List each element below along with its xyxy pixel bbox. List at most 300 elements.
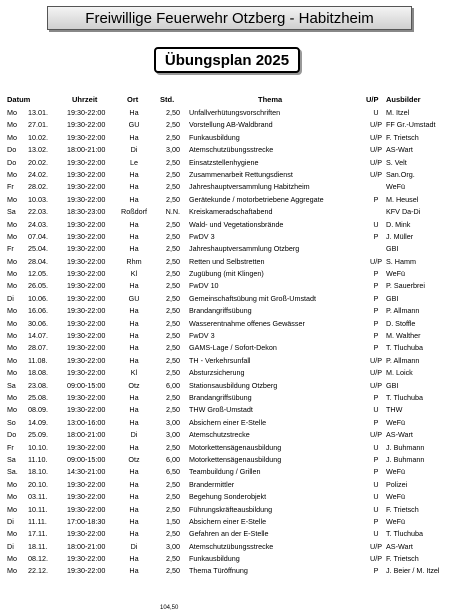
cell-up: P xyxy=(373,392,379,402)
cell-ort: Ha xyxy=(129,554,139,564)
cell-std: 2,50 xyxy=(166,318,180,328)
cell-ausb: M. Heusel xyxy=(386,194,419,204)
cell-std: 2,50 xyxy=(166,554,180,564)
cell-thema: Brandermittler xyxy=(189,479,235,489)
cell-std: 2,50 xyxy=(166,269,180,279)
table-row xyxy=(0,157,455,169)
cell-std: 3,00 xyxy=(166,417,180,427)
cell-time: 19:30-22:00 xyxy=(67,554,106,564)
table-row xyxy=(0,342,455,354)
cell-ausb: AS-Wart xyxy=(386,541,413,551)
cell-time: 19:30-22:00 xyxy=(67,504,106,514)
cell-thema: Thema Türöffnung xyxy=(189,566,248,576)
cell-std: 2,50 xyxy=(166,504,180,514)
cell-std: 2,50 xyxy=(166,194,180,204)
cell-thema: FwDV 10 xyxy=(189,281,219,291)
table-row xyxy=(0,404,455,416)
cell-time: 19:30-22:00 xyxy=(67,405,106,415)
table-row xyxy=(0,132,455,144)
cell-thema: Gerätekunde / motorbetriebene Aggregate xyxy=(189,194,324,204)
cell-up: U xyxy=(373,405,379,415)
cell-ausb: S. Velt xyxy=(386,157,407,167)
table-row xyxy=(0,107,455,119)
table-row xyxy=(0,479,455,491)
cell-std: 2,50 xyxy=(166,368,180,378)
cell-thema: Einsatzstellenhygiene xyxy=(189,157,259,167)
cell-time: 17:00-18:30 xyxy=(67,516,106,526)
cell-std: 3,00 xyxy=(166,430,180,440)
table-row xyxy=(0,280,455,292)
cell-ort: Le xyxy=(130,157,138,167)
cell-ausb: WeFü xyxy=(386,467,406,477)
cell-up: U/P xyxy=(370,380,382,390)
cell-day: Fr xyxy=(7,182,14,192)
header-up: U/P xyxy=(366,95,379,104)
cell-time: 18:30-23:00 xyxy=(67,207,106,217)
cell-ort: Rhm xyxy=(126,256,142,266)
cell-std: 2,50 xyxy=(166,231,180,241)
cell-date: 07.04. xyxy=(28,231,48,241)
table-row xyxy=(0,355,455,367)
cell-ort: Ha xyxy=(129,479,139,489)
cell-std: 3,00 xyxy=(166,145,180,155)
cell-up: U/P xyxy=(370,368,382,378)
cell-ausb: T. Tluchuba xyxy=(386,529,424,539)
cell-thema: Brandangriffsübung xyxy=(189,392,252,402)
cell-up: U xyxy=(373,504,379,514)
cell-day: Mo xyxy=(7,194,17,204)
cell-ausb: F. Trietsch xyxy=(386,504,419,514)
cell-thema: FwDV 3 xyxy=(189,331,215,341)
cell-thema: Atemschutzübungsstrecke xyxy=(189,541,274,551)
cell-day: Fr xyxy=(7,442,14,452)
cell-ausb: M. Itzel xyxy=(386,108,410,117)
cell-day: Mo xyxy=(7,368,17,378)
cell-ausb: San.Org. xyxy=(386,169,415,179)
table-row xyxy=(0,491,455,503)
cell-std: 2,50 xyxy=(166,157,180,167)
cell-date: 13.01. xyxy=(28,108,48,117)
cell-ort: Di xyxy=(130,430,138,440)
cell-ausb: T. Tluchuba xyxy=(386,343,424,353)
cell-std: 2,50 xyxy=(166,331,180,341)
cell-std: 6,00 xyxy=(166,380,180,390)
cell-up: P xyxy=(373,318,379,328)
cell-day: Sa. xyxy=(7,467,18,477)
cell-day: Mo xyxy=(7,479,17,489)
cell-time: 19:30-22:00 xyxy=(67,231,106,241)
cell-std: 2,50 xyxy=(166,479,180,489)
cell-std: 2,50 xyxy=(166,392,180,402)
cell-day: Mo xyxy=(7,492,17,502)
cell-day: Mo xyxy=(7,231,17,241)
cell-day: Mo xyxy=(7,306,17,316)
cell-up: U/P xyxy=(370,169,382,179)
cell-thema: THW Groß-Umstadt xyxy=(189,405,253,415)
cell-ausb: WeFü xyxy=(386,492,406,502)
cell-std: 6,00 xyxy=(166,454,180,464)
cell-ort: Ha xyxy=(129,231,139,241)
cell-date: 23.08. xyxy=(28,380,48,390)
cell-date: 18.08. xyxy=(28,368,48,378)
cell-time: 18:00-21:00 xyxy=(67,145,106,155)
cell-date: 11.10. xyxy=(28,454,48,464)
cell-day: Mo xyxy=(7,566,17,576)
cell-ort: Ha xyxy=(129,132,139,142)
cell-ort: Di xyxy=(130,541,138,551)
cell-ort: Ha xyxy=(129,392,139,402)
cell-day: Do xyxy=(7,430,17,440)
cell-ausb: P. Sauerbrei xyxy=(386,281,426,291)
cell-thema: Vorstellung AB-Waldbrand xyxy=(189,120,273,130)
cell-ausb: J. Beier / M. Itzel xyxy=(386,566,440,576)
table-row xyxy=(0,119,455,131)
cell-up: P xyxy=(373,343,379,353)
cell-day: Mo xyxy=(7,132,17,142)
schedule-title-text: Übungsplan 2025 xyxy=(164,51,290,69)
cell-up: U/P xyxy=(370,541,382,551)
cell-ausb: M. Walther xyxy=(386,331,421,341)
cell-thema: Wasserentnahme offenes Gewässer xyxy=(189,318,305,328)
cell-date: 10.06. xyxy=(28,293,48,303)
cell-date: 03.11. xyxy=(28,492,48,502)
table-row xyxy=(0,181,455,193)
cell-up: P xyxy=(373,417,379,427)
cell-ort: Ha xyxy=(129,405,139,415)
cell-time: 14:30-21:00 xyxy=(67,467,106,477)
cell-thema: Gefahren an der E-Stelle xyxy=(189,529,269,539)
table-row xyxy=(0,528,455,540)
cell-up: U xyxy=(373,219,379,229)
cell-up: P xyxy=(373,331,379,341)
table-row xyxy=(0,231,455,243)
cell-ort: Kl xyxy=(130,269,138,279)
cell-time: 19:30-22:00 xyxy=(67,169,106,179)
table-row xyxy=(0,206,455,218)
table-row xyxy=(0,429,455,441)
cell-ausb: AS-Wart xyxy=(386,430,413,440)
cell-day: Sa xyxy=(7,454,16,464)
cell-std: 1,50 xyxy=(166,516,180,526)
cell-ort: Ha xyxy=(129,566,139,576)
table-row xyxy=(0,417,455,429)
cell-time: 19:30-22:00 xyxy=(67,392,106,402)
cell-std: 2,50 xyxy=(166,566,180,576)
cell-ausb: J. Buhmann xyxy=(386,442,425,452)
cell-thema: Begehung Sonderobjekt xyxy=(189,492,267,502)
cell-std: 2,50 xyxy=(166,219,180,229)
cell-date: 12.05. xyxy=(28,269,48,279)
cell-std: 2,50 xyxy=(166,120,180,130)
cell-ort: Ha xyxy=(129,529,139,539)
cell-ausb: D. Stoffle xyxy=(386,318,416,328)
cell-ausb: WeFü xyxy=(386,516,406,526)
cell-thema: Jahreshauptversammlung Habitzheim xyxy=(189,182,310,192)
cell-std: 2,50 xyxy=(166,281,180,291)
cell-up: U xyxy=(373,492,379,502)
cell-thema: Unfallverhütungsvorschriften xyxy=(189,108,281,117)
cell-date: 10.03. xyxy=(28,194,48,204)
cell-ausb: GBI xyxy=(386,293,399,303)
cell-ausb: F. Trietsch xyxy=(386,132,419,142)
cell-std: N.N. xyxy=(165,207,180,217)
cell-date: 24.02. xyxy=(28,169,48,179)
cell-day: Fr xyxy=(7,244,14,254)
table-row xyxy=(0,380,455,392)
cell-ort: Ha xyxy=(129,516,139,526)
cell-time: 19:30-22:00 xyxy=(67,529,106,539)
cell-day: Mo xyxy=(7,269,17,279)
cell-date: 20.10. xyxy=(28,479,48,489)
cell-day: Di xyxy=(7,293,14,303)
cell-time: 19:30-22:00 xyxy=(67,368,106,378)
cell-time: 19:30-22:00 xyxy=(67,157,106,167)
cell-thema: Zugübung (mit Klingen) xyxy=(189,269,264,279)
cell-date: 16.06. xyxy=(28,306,48,316)
cell-time: 19:30-22:00 xyxy=(67,479,106,489)
cell-up: U/P xyxy=(370,132,382,142)
cell-date: 18.10. xyxy=(28,467,48,477)
cell-thema: Atemschutzübungsstrecke xyxy=(189,145,274,155)
cell-std: 2,50 xyxy=(166,306,180,316)
cell-time: 19:30-22:00 xyxy=(67,492,106,502)
header-thema: Thema xyxy=(258,95,283,104)
cell-ort: Kl xyxy=(130,368,138,378)
cell-date: 22.03. xyxy=(28,207,48,217)
cell-ort: Ha xyxy=(129,355,139,365)
cell-std: 2,50 xyxy=(166,343,180,353)
cell-time: 19:30-22:00 xyxy=(67,244,106,254)
cell-thema: TH - Verkehrsunfall xyxy=(189,355,251,365)
cell-day: Mo xyxy=(7,405,17,415)
cell-up: P xyxy=(373,269,379,279)
cell-std: 6,50 xyxy=(166,467,180,477)
cell-ort: Ha xyxy=(129,182,139,192)
page-title xyxy=(47,6,412,30)
cell-thema: Zusammenarbeit Rettungsdienst xyxy=(189,169,293,179)
cell-up: P xyxy=(373,467,379,477)
cell-time: 19:30-22:00 xyxy=(67,108,106,117)
cell-std: 3,00 xyxy=(166,541,180,551)
cell-up: U/P xyxy=(370,355,382,365)
cell-date: 26.05. xyxy=(28,281,48,291)
table-row xyxy=(0,194,455,206)
cell-date: 08.12. xyxy=(28,554,48,564)
cell-ausb: GBI xyxy=(386,380,399,390)
cell-time: 09:00-15:00 xyxy=(67,380,106,390)
table-row xyxy=(0,256,455,268)
cell-ort: Ha xyxy=(129,194,139,204)
cell-up: P xyxy=(373,293,379,303)
cell-up: U/P xyxy=(370,145,382,155)
cell-up: P xyxy=(373,194,379,204)
header-ausbilder: Ausbilder xyxy=(386,95,421,104)
table-row xyxy=(0,392,455,404)
cell-time: 19:30-22:00 xyxy=(67,355,106,365)
cell-up: P xyxy=(373,454,379,464)
cell-date: 28.07. xyxy=(28,343,48,353)
cell-day: Mo xyxy=(7,108,17,117)
table-row xyxy=(0,219,455,231)
cell-time: 18:00-21:00 xyxy=(67,430,106,440)
cell-up: U/P xyxy=(370,554,382,564)
cell-std: 2,50 xyxy=(166,182,180,192)
schedule-title xyxy=(154,47,300,73)
cell-up: U xyxy=(373,529,379,539)
cell-std: 2,50 xyxy=(166,244,180,254)
cell-up: U xyxy=(373,108,379,117)
cell-up: P xyxy=(373,306,379,316)
cell-day: Do xyxy=(7,145,17,155)
cell-std: 2,50 xyxy=(166,405,180,415)
header-uhrzeit: Uhrzeit xyxy=(72,95,98,104)
cell-time: 19:30-22:00 xyxy=(67,256,106,266)
cell-ausb: GBI xyxy=(386,244,399,254)
cell-up: P xyxy=(373,566,379,576)
table-row xyxy=(0,541,455,553)
cell-thema: Absichern einer E-Stelle xyxy=(189,516,267,526)
cell-time: 19:30-22:00 xyxy=(67,120,106,130)
cell-time: 13:00-16:00 xyxy=(67,417,106,427)
page-title-text: Freiwillige Feuerwehr Otzberg - Habitzheim xyxy=(85,9,374,27)
cell-ausb: M. Loick xyxy=(386,368,413,378)
cell-ort: GU xyxy=(128,293,140,303)
header-ort: Ort xyxy=(127,95,139,104)
cell-ausb: P. Allmann xyxy=(386,306,420,316)
cell-date: 24.03. xyxy=(28,219,48,229)
table-row xyxy=(0,367,455,379)
cell-day: Mo xyxy=(7,343,17,353)
table-row xyxy=(0,504,455,516)
cell-day: Sa xyxy=(7,207,16,217)
cell-time: 19:30-22:00 xyxy=(67,269,106,279)
cell-ausb: J. Müller xyxy=(386,231,414,241)
cell-ausb: THW xyxy=(386,405,403,415)
cell-ort: Ha xyxy=(129,331,139,341)
table-row xyxy=(0,442,455,454)
cell-ort: Roßdorf xyxy=(121,207,147,217)
cell-date: 20.02. xyxy=(28,157,48,167)
cell-std: 2,50 xyxy=(166,108,180,117)
cell-ort: Ha xyxy=(129,169,139,179)
cell-date: 28.04. xyxy=(28,256,48,266)
cell-date: 25.09. xyxy=(28,430,48,440)
cell-up: U/P xyxy=(370,120,382,130)
cell-ort: Ha xyxy=(129,108,139,117)
cell-std: 2,50 xyxy=(166,355,180,365)
cell-day: Mo xyxy=(7,529,17,539)
cell-std: 2,50 xyxy=(166,169,180,179)
table-row xyxy=(0,169,455,181)
cell-time: 18:00-21:00 xyxy=(67,541,106,551)
cell-up: U/P xyxy=(370,256,382,266)
cell-day: Mo xyxy=(7,504,17,514)
cell-ausb: D. Mink xyxy=(386,219,411,229)
cell-time: 19:30-22:00 xyxy=(67,343,106,353)
cell-ausb: AS-Wart xyxy=(386,145,413,155)
cell-date: 27.01. xyxy=(28,120,48,130)
cell-std: 2,50 xyxy=(166,529,180,539)
cell-ausb: WeFü xyxy=(386,182,406,192)
cell-day: Mo xyxy=(7,554,17,564)
cell-thema: Wald- und Vegetationsbrände xyxy=(189,219,284,229)
cell-ausb: KFV Da-Di xyxy=(386,207,421,217)
cell-ort: Ha xyxy=(129,244,139,254)
cell-ort: Ha xyxy=(129,306,139,316)
cell-ausb: WeFü xyxy=(386,269,406,279)
cell-up: P xyxy=(373,516,379,526)
header-std: Std. xyxy=(160,95,175,104)
cell-day: Mo xyxy=(7,281,17,291)
table-row xyxy=(0,144,455,156)
table-row xyxy=(0,243,455,255)
cell-day: Mo xyxy=(7,256,17,266)
cell-thema: Absturzsicherung xyxy=(189,368,245,378)
cell-ausb: S. Hamm xyxy=(386,256,416,266)
cell-std: 2,50 xyxy=(166,492,180,502)
cell-ausb: T. Tluchuba xyxy=(386,392,424,402)
cell-thema: Führungskräfteausbildung xyxy=(189,504,273,514)
cell-date: 25.04. xyxy=(28,244,48,254)
table-row xyxy=(0,516,455,528)
cell-ort: Ha xyxy=(129,467,139,477)
cell-time: 19:30-22:00 xyxy=(67,442,106,452)
cell-date: 13.02. xyxy=(28,145,48,155)
cell-date: 10.10. xyxy=(28,442,48,452)
cell-time: 09:00-15:00 xyxy=(67,454,106,464)
header-datum: Datum xyxy=(7,95,31,104)
cell-thema: Funkausbildung xyxy=(189,554,240,564)
cell-thema: Teambuildung / Grillen xyxy=(189,467,261,477)
cell-thema: Brandangriffsübung xyxy=(189,306,252,316)
cell-up: U/P xyxy=(370,157,382,167)
cell-time: 19:30-22:00 xyxy=(67,132,106,142)
cell-time: 19:30-22:00 xyxy=(67,293,106,303)
cell-date: 11.08. xyxy=(28,355,48,365)
cell-ausb: FF Gr.-Umstadt xyxy=(386,120,436,130)
cell-ort: GU xyxy=(128,120,140,130)
cell-ort: Ha xyxy=(129,281,139,291)
cell-thema: Funkausbildung xyxy=(189,132,240,142)
cell-up: U xyxy=(373,479,379,489)
cell-day: Mo xyxy=(7,318,17,328)
cell-day: Mo xyxy=(7,219,17,229)
cell-ort: Ha xyxy=(129,219,139,229)
cell-ausb: F. Trietsch xyxy=(386,554,419,564)
cell-day: So xyxy=(7,417,16,427)
cell-ausb: Polizei xyxy=(386,479,408,489)
cell-ort: Ha xyxy=(129,417,139,427)
cell-time: 19:30-22:00 xyxy=(67,566,106,576)
cell-day: Sa xyxy=(7,380,16,390)
cell-date: 17.11. xyxy=(28,529,48,539)
cell-thema: Stationsausbildung Otzberg xyxy=(189,380,278,390)
cell-date: 08.09. xyxy=(28,405,48,415)
cell-time: 19:30-22:00 xyxy=(67,182,106,192)
cell-time: 19:30-22:00 xyxy=(67,318,106,328)
table-row xyxy=(0,565,455,577)
cell-date: 14.09. xyxy=(28,417,48,427)
cell-ort: Ha xyxy=(129,492,139,502)
cell-ort: Di xyxy=(130,145,138,155)
table-row xyxy=(0,305,455,317)
cell-day: Di xyxy=(7,541,14,551)
cell-time: 19:30-22:00 xyxy=(67,331,106,341)
cell-time: 19:30-22:00 xyxy=(67,281,106,291)
cell-day: Mo xyxy=(7,392,17,402)
cell-thema: Gemeinschaftsübung mit Groß-Umstadt xyxy=(189,293,317,303)
cell-thema: Retten und Selbstretten xyxy=(189,256,265,266)
